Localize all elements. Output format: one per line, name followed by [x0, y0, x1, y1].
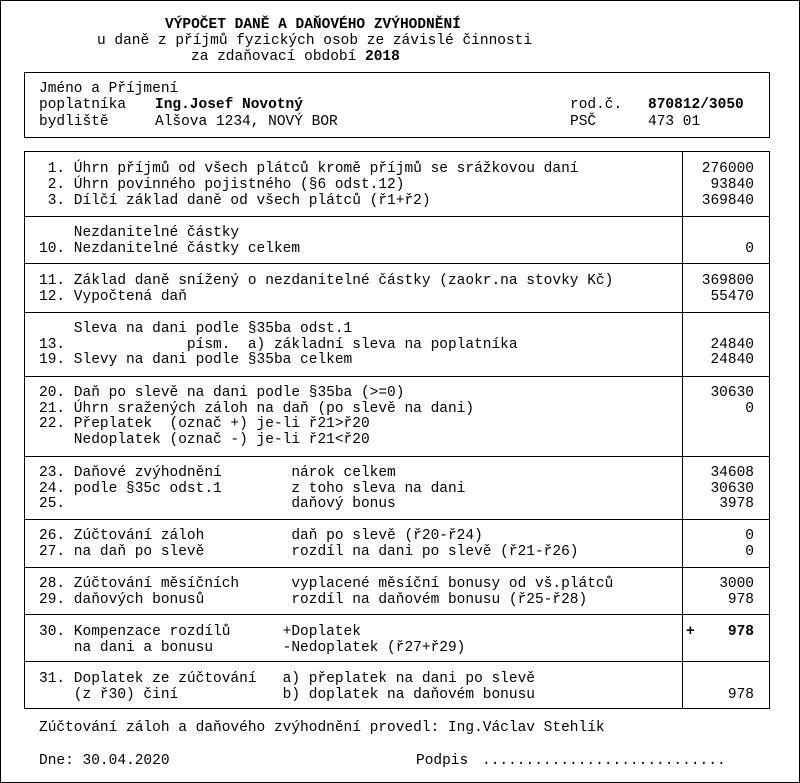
name-label: Jméno a Příjmení [39, 81, 179, 97]
value-column-divider [682, 151, 683, 709]
name-label-2: poplatníka [39, 97, 127, 113]
signature-label: Podpis [416, 753, 469, 769]
postal-code-label: PSČ [570, 114, 597, 130]
postal-code: 473 01 [648, 114, 701, 130]
row-20-text: 20. Daň po slevě na dani podle §35ba (>=0) [39, 385, 405, 401]
section-divider [24, 216, 770, 217]
section-divider [24, 263, 770, 264]
row-25-value: 3978 [719, 496, 754, 512]
section-divider [24, 614, 770, 615]
row-24-text: 24. podle §35c odst.1 z toho sleva na dani [39, 481, 466, 497]
row-23-value: 34608 [710, 465, 754, 481]
taxpayer-address: Alšova 1234, NOVÝ BOR [155, 114, 338, 130]
document-title: VÝPOČET DANĚ A DAŇOVÉHO ZVÝHODNĚNÍ [165, 17, 461, 33]
row-19-value: 24840 [710, 352, 754, 368]
birth-number-label: rod.č. [570, 97, 623, 113]
row-13-text: 13. písm. a) základní sleva na poplatníka [39, 337, 518, 353]
address-label: bydliště [39, 114, 109, 130]
row-28-text: 28. Zúčtování měsíčních vyplacené měsíční bonusy od vš.plátců [39, 576, 614, 592]
row-2-text: 2. Úhrn povinného pojistného (§6 odst.12) [39, 177, 405, 193]
row-21-value: 0 [745, 401, 754, 417]
row-26-text: 26. Zúčtování záloh daň po slevě (ř20-ř24) [39, 528, 483, 544]
row-22-text: 22. Přeplatek (označ +) je-li ř21>ř20 [39, 416, 370, 432]
period-label: za zdaňovací období [191, 49, 357, 65]
section-divider [24, 376, 770, 377]
tax-period [191, 49, 400, 65]
row-25-text: 25. daňový bonus [39, 496, 396, 512]
row-27-value: 0 [745, 544, 754, 560]
row-10-text: 10. Nezdanitelné částky celkem [39, 241, 301, 257]
row-30b-text: na dani a bonusu -Nedoplatek (ř27+ř29) [39, 640, 466, 656]
row-23-text: 23. Daňové zvýhodnění nárok celkem [39, 465, 396, 481]
row-31b-text: (z ř30) činí b) doplatek na daňovém bonusu [39, 687, 535, 703]
row-31-value: 978 [727, 687, 754, 703]
row-sleva-text: Sleva na dani podle §35ba odst.1 [39, 321, 353, 337]
row-19-text: 19. Slevy na dani podle §35ba celkem [39, 352, 353, 368]
row-1-text: 1. Úhrn příjmů od všech plátců kromě příjmů se srážkovou daní [39, 161, 579, 177]
section-divider [24, 661, 770, 662]
row-10-value: 0 [745, 241, 754, 257]
row-nezdanitelne-text: Nezdanitelné částky [39, 225, 240, 241]
document-subtitle: u daně z příjmů fyzických osob ze závislé činnosti [97, 33, 533, 49]
row-24-value: 30630 [710, 481, 754, 497]
document-date: Dne: 30.04.2020 [39, 753, 170, 769]
row-31-text: 31. Doplatek ze zúčtování a) přeplatek na dani po slevě [39, 671, 535, 687]
tax-year: 2018 [365, 49, 400, 65]
row-30-text: 30. Kompenzace rozdílů +Doplatek [39, 624, 361, 640]
row-22b-text: Nedoplatek (označ -) je-li ř21<ř20 [39, 432, 370, 448]
section-divider [24, 456, 770, 457]
row-3-text: 3. Dílčí základ daně od všech plátců (ř1+ř2) [39, 193, 431, 209]
row-29-text: 29. daňových bonusů rozdíl na daňovém bonusu (ř25-ř28) [39, 592, 588, 608]
row-12-value: 55470 [710, 289, 754, 305]
row-27-text: 27. na daň po slevě rozdíl na dani po slevě (ř21-ř26) [39, 544, 579, 560]
row-29-value: 978 [727, 592, 754, 608]
row-1-value: 276000 [701, 161, 754, 177]
section-divider [24, 567, 770, 568]
row-11-value: 369800 [701, 273, 754, 289]
birth-number: 870812/3050 [648, 97, 744, 113]
row-3-value: 369840 [701, 193, 754, 209]
row-2-value: 93840 [710, 177, 754, 193]
row-20-value: 30630 [710, 385, 754, 401]
section-divider [24, 519, 770, 520]
row-26-value: 0 [745, 528, 754, 544]
row-13-value: 24840 [710, 337, 754, 353]
compensation-value: 978 [727, 624, 754, 640]
processed-by: Zúčtování záloh a daňového zvýhodnění provedl: Ing.Václav Stehlík [39, 720, 605, 736]
row-12-text: 12. Vypočtená daň [39, 289, 187, 305]
row-28-value: 3000 [719, 576, 754, 592]
row-21-text: 21. Úhrn sražených záloh na daň (po slevě na dani) [39, 401, 475, 417]
compensation-sign: + [686, 624, 695, 640]
row-11-text: 11. Základ daně snížený o nezdanitelné částky (zaokr.na stovky Kč) [39, 273, 614, 289]
section-divider [24, 312, 770, 313]
signature-line: ............................ [482, 753, 726, 769]
taxpayer-name: Ing.Josef Novotný [155, 97, 303, 113]
